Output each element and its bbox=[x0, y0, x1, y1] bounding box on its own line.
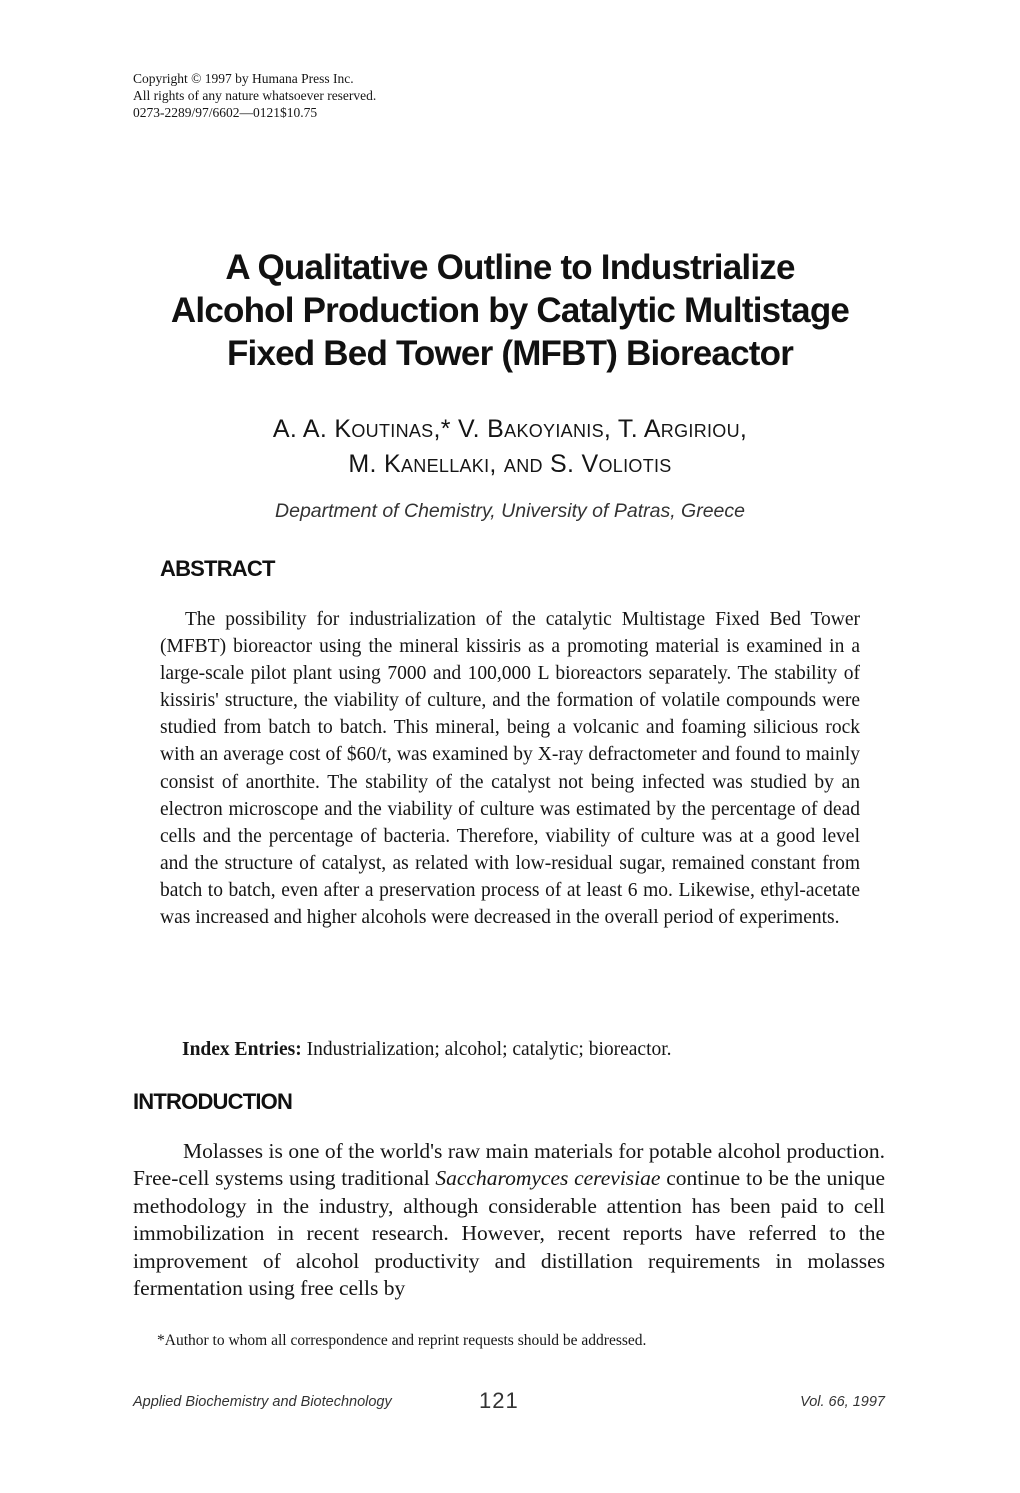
title-line-3: Fixed Bed Tower (MFBT) Bioreactor bbox=[226, 334, 794, 373]
page-footer bbox=[133, 1388, 885, 1418]
intro-text-part-1: Molasses is one of the world's raw main materials for potable alcohol production. Free-cell systems using traditional bbox=[133, 1139, 885, 1191]
author-list bbox=[110, 412, 910, 482]
footnote: *Author to whom all correspondence and reprint requests should be addressed. bbox=[157, 1332, 647, 1349]
copyright-line: Copyright © 1997 by Humana Press Inc. bbox=[133, 71, 354, 86]
authors-line-1: A. A. Koutinas,* V. Bakoyianis, T. Argiriou, bbox=[272, 415, 748, 443]
paper-title bbox=[110, 246, 910, 375]
title-line-2: Alcohol Production by Catalytic Multistage bbox=[170, 291, 850, 330]
introduction-heading: INTRODUCTION bbox=[133, 1089, 293, 1114]
affiliation: Department of Chemistry, University of Patras, Greece bbox=[275, 500, 745, 522]
species-name: Saccharomyces cerevisiae bbox=[435, 1166, 661, 1191]
abstract-body: The possibility for industrialization of the catalytic Multistage Fixed Bed Tower (MFBT) bioreactor using the mineral kissiris as a promoting material is examined in a large-scale pilot plant using 7000 and 100,000 L bioreactors separately. The stability of kissiris' structure, the viability of culture, and the formation of volatile compounds were studied from batch to batch. This mineral, being a volcanic and foaming silicious rock with an average cost of $60/t, was examined by X-ray defractometer and found to mainly consist of anorthite. The stability of the catalyst not being infected was studied by an electron microscope and the viability of culture was estimated by the percentage of dead cells and the percentage of bacteria. Therefore, viability of culture was at a good level and the structure of catalyst, as related with low-residual sugar, remained constant from batch to batch, even after a preservation process of at least 6 mo. Likewise, ethyl-acetate was increased and higher alcohols were decreased in the overall period of experiments. bbox=[160, 609, 860, 929]
index-entries-label: Index Entries: bbox=[182, 1039, 302, 1060]
copyright-notice bbox=[133, 70, 633, 121]
journal-name: Applied Biochemistry and Biotechnology bbox=[133, 1394, 392, 1410]
introduction-body bbox=[133, 1138, 885, 1302]
authors-line-2: M. Kanellaki, and S. Voliotis bbox=[348, 450, 672, 478]
volume-info: Vol. 66, 1997 bbox=[800, 1394, 885, 1410]
intro-text-part-2: continue to be the unique methodology in the industry, although considerable attention has been paid to cell immobilization in recent research. However, recent reports have referred to the improvement of alcohol productivity and distillation requirements in molasses fermentation using free cells by bbox=[133, 1166, 886, 1301]
index-entries-text: Industrialization; alcohol; catalytic; bioreactor. bbox=[301, 1039, 672, 1060]
issn-line: 0273-2289/97/6602—0121$10.75 bbox=[133, 105, 318, 120]
page-number: 121 bbox=[479, 1388, 519, 1413]
index-entries bbox=[182, 1037, 872, 1063]
title-line-1: A Qualitative Outline to Industrialize bbox=[225, 248, 795, 287]
rights-line: All rights of any nature whatsoever reserved. bbox=[133, 88, 377, 103]
abstract-heading: ABSTRACT bbox=[160, 556, 275, 581]
